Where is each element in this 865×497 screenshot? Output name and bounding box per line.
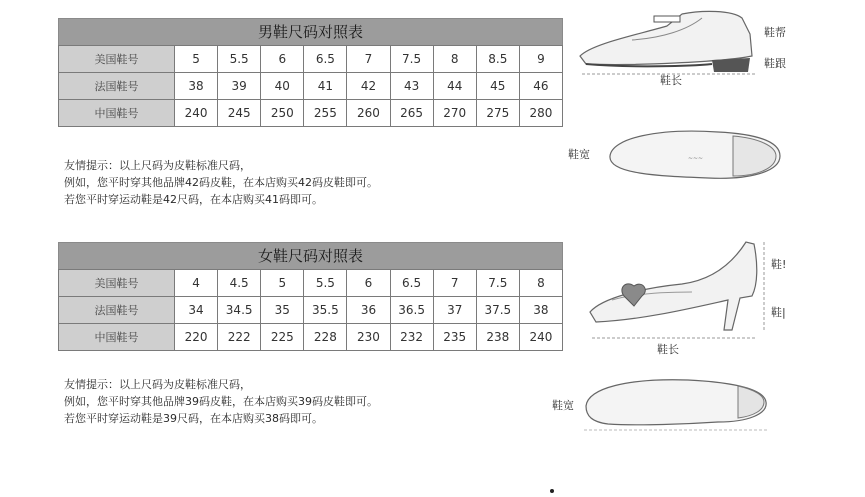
table-cell: 36.5	[390, 297, 433, 324]
men-table-title: 男鞋尺码对照表	[58, 18, 563, 45]
women-length-label: 鞋长	[657, 343, 679, 356]
note-line: 例如，您平时穿其他品牌39码皮鞋，在本店购买39码皮鞋即可。	[64, 395, 378, 408]
row-label-us: 美国鞋号	[59, 46, 175, 73]
table-cell: 42	[347, 73, 390, 100]
men-size-note	[64, 157, 378, 208]
svg-text:~~~: ~~~	[688, 155, 704, 162]
women-table-title: 女鞋尺码对照表	[58, 242, 563, 269]
women-shoe-sole-illustration	[578, 366, 778, 436]
men-length-label: 鞋长	[660, 74, 682, 87]
women-shoe-side-illustration	[582, 234, 772, 344]
table-cell: 240	[519, 324, 562, 351]
table-cell: 7.5	[390, 46, 433, 73]
men-size-table	[58, 18, 563, 127]
table-row	[59, 73, 563, 100]
table-cell: 7.5	[476, 270, 519, 297]
table-cell: 238	[476, 324, 519, 351]
table-cell: 260	[347, 100, 390, 127]
table-cell: 230	[347, 324, 390, 351]
table-cell: 7	[347, 46, 390, 73]
dot-mark	[550, 489, 554, 493]
table-cell: 6	[261, 46, 304, 73]
table-cell: 9	[519, 46, 562, 73]
note-line: 友情提示：以上尺码为皮鞋标准尺码，	[64, 159, 251, 172]
row-label-fr: 法国鞋号	[59, 297, 175, 324]
row-label-cn: 中国鞋号	[59, 100, 175, 127]
women-side-label-2: 鞋|	[771, 306, 786, 319]
table-cell: 40	[261, 73, 304, 100]
table-cell: 275	[476, 100, 519, 127]
table-cell: 44	[433, 73, 476, 100]
table-cell: 8	[519, 270, 562, 297]
table-cell: 6.5	[390, 270, 433, 297]
table-cell: 220	[175, 324, 218, 351]
table-cell: 39	[218, 73, 261, 100]
table-cell: 228	[304, 324, 347, 351]
men-shoe-sole-illustration	[598, 118, 788, 188]
table-cell: 46	[519, 73, 562, 100]
women-size-table	[58, 242, 563, 351]
table-cell: 36	[347, 297, 390, 324]
table-cell: 222	[218, 324, 261, 351]
table-row	[59, 46, 563, 73]
men-side-label-2: 鞋跟	[764, 57, 786, 70]
table-cell: 270	[433, 100, 476, 127]
table-row	[59, 100, 563, 127]
table-row	[59, 270, 563, 297]
table-row	[59, 297, 563, 324]
women-size-note	[64, 376, 378, 427]
table-cell: 5.5	[218, 46, 261, 73]
men-width-label: 鞋宽	[568, 148, 590, 161]
table-cell: 38	[519, 297, 562, 324]
table-cell: 280	[519, 100, 562, 127]
table-cell: 34	[175, 297, 218, 324]
note-line: 若您平时穿运动鞋是42尺码，在本店购买41码即可。	[64, 193, 323, 206]
table-cell: 5	[261, 270, 304, 297]
note-line: 例如，您平时穿其他品牌42码皮鞋，在本店购买42码皮鞋即可。	[64, 176, 378, 189]
table-cell: 232	[390, 324, 433, 351]
table-cell: 255	[304, 100, 347, 127]
table-cell: 8	[433, 46, 476, 73]
note-line: 若您平时穿运动鞋是39尺码，在本店购买38码即可。	[64, 412, 323, 425]
table-cell: 45	[476, 73, 519, 100]
table-cell: 6	[347, 270, 390, 297]
note-line: 友情提示：以上尺码为皮鞋标准尺码，	[64, 378, 251, 391]
table-cell: 37.5	[476, 297, 519, 324]
table-cell: 38	[175, 73, 218, 100]
table-cell: 265	[390, 100, 433, 127]
table-cell: 245	[218, 100, 261, 127]
table-cell: 5	[175, 46, 218, 73]
table-cell: 41	[304, 73, 347, 100]
table-cell: 5.5	[304, 270, 347, 297]
women-width-label: 鞋宽	[552, 399, 574, 412]
table-cell: 4	[175, 270, 218, 297]
table-cell: 35	[261, 297, 304, 324]
women-side-label-1: 鞋!	[771, 258, 787, 271]
table-cell: 225	[261, 324, 304, 351]
row-label-cn: 中国鞋号	[59, 324, 175, 351]
table-row	[59, 324, 563, 351]
table-cell: 37	[433, 297, 476, 324]
table-cell: 250	[261, 100, 304, 127]
table-cell: 235	[433, 324, 476, 351]
row-label-us: 美国鞋号	[59, 270, 175, 297]
table-cell: 240	[175, 100, 218, 127]
men-side-label-1: 鞋帮	[764, 26, 786, 39]
row-label-fr: 法国鞋号	[59, 73, 175, 100]
table-cell: 7	[433, 270, 476, 297]
table-cell: 34.5	[218, 297, 261, 324]
table-cell: 4.5	[218, 270, 261, 297]
table-cell: 8.5	[476, 46, 519, 73]
table-cell: 35.5	[304, 297, 347, 324]
table-cell: 6.5	[304, 46, 347, 73]
table-cell: 43	[390, 73, 433, 100]
